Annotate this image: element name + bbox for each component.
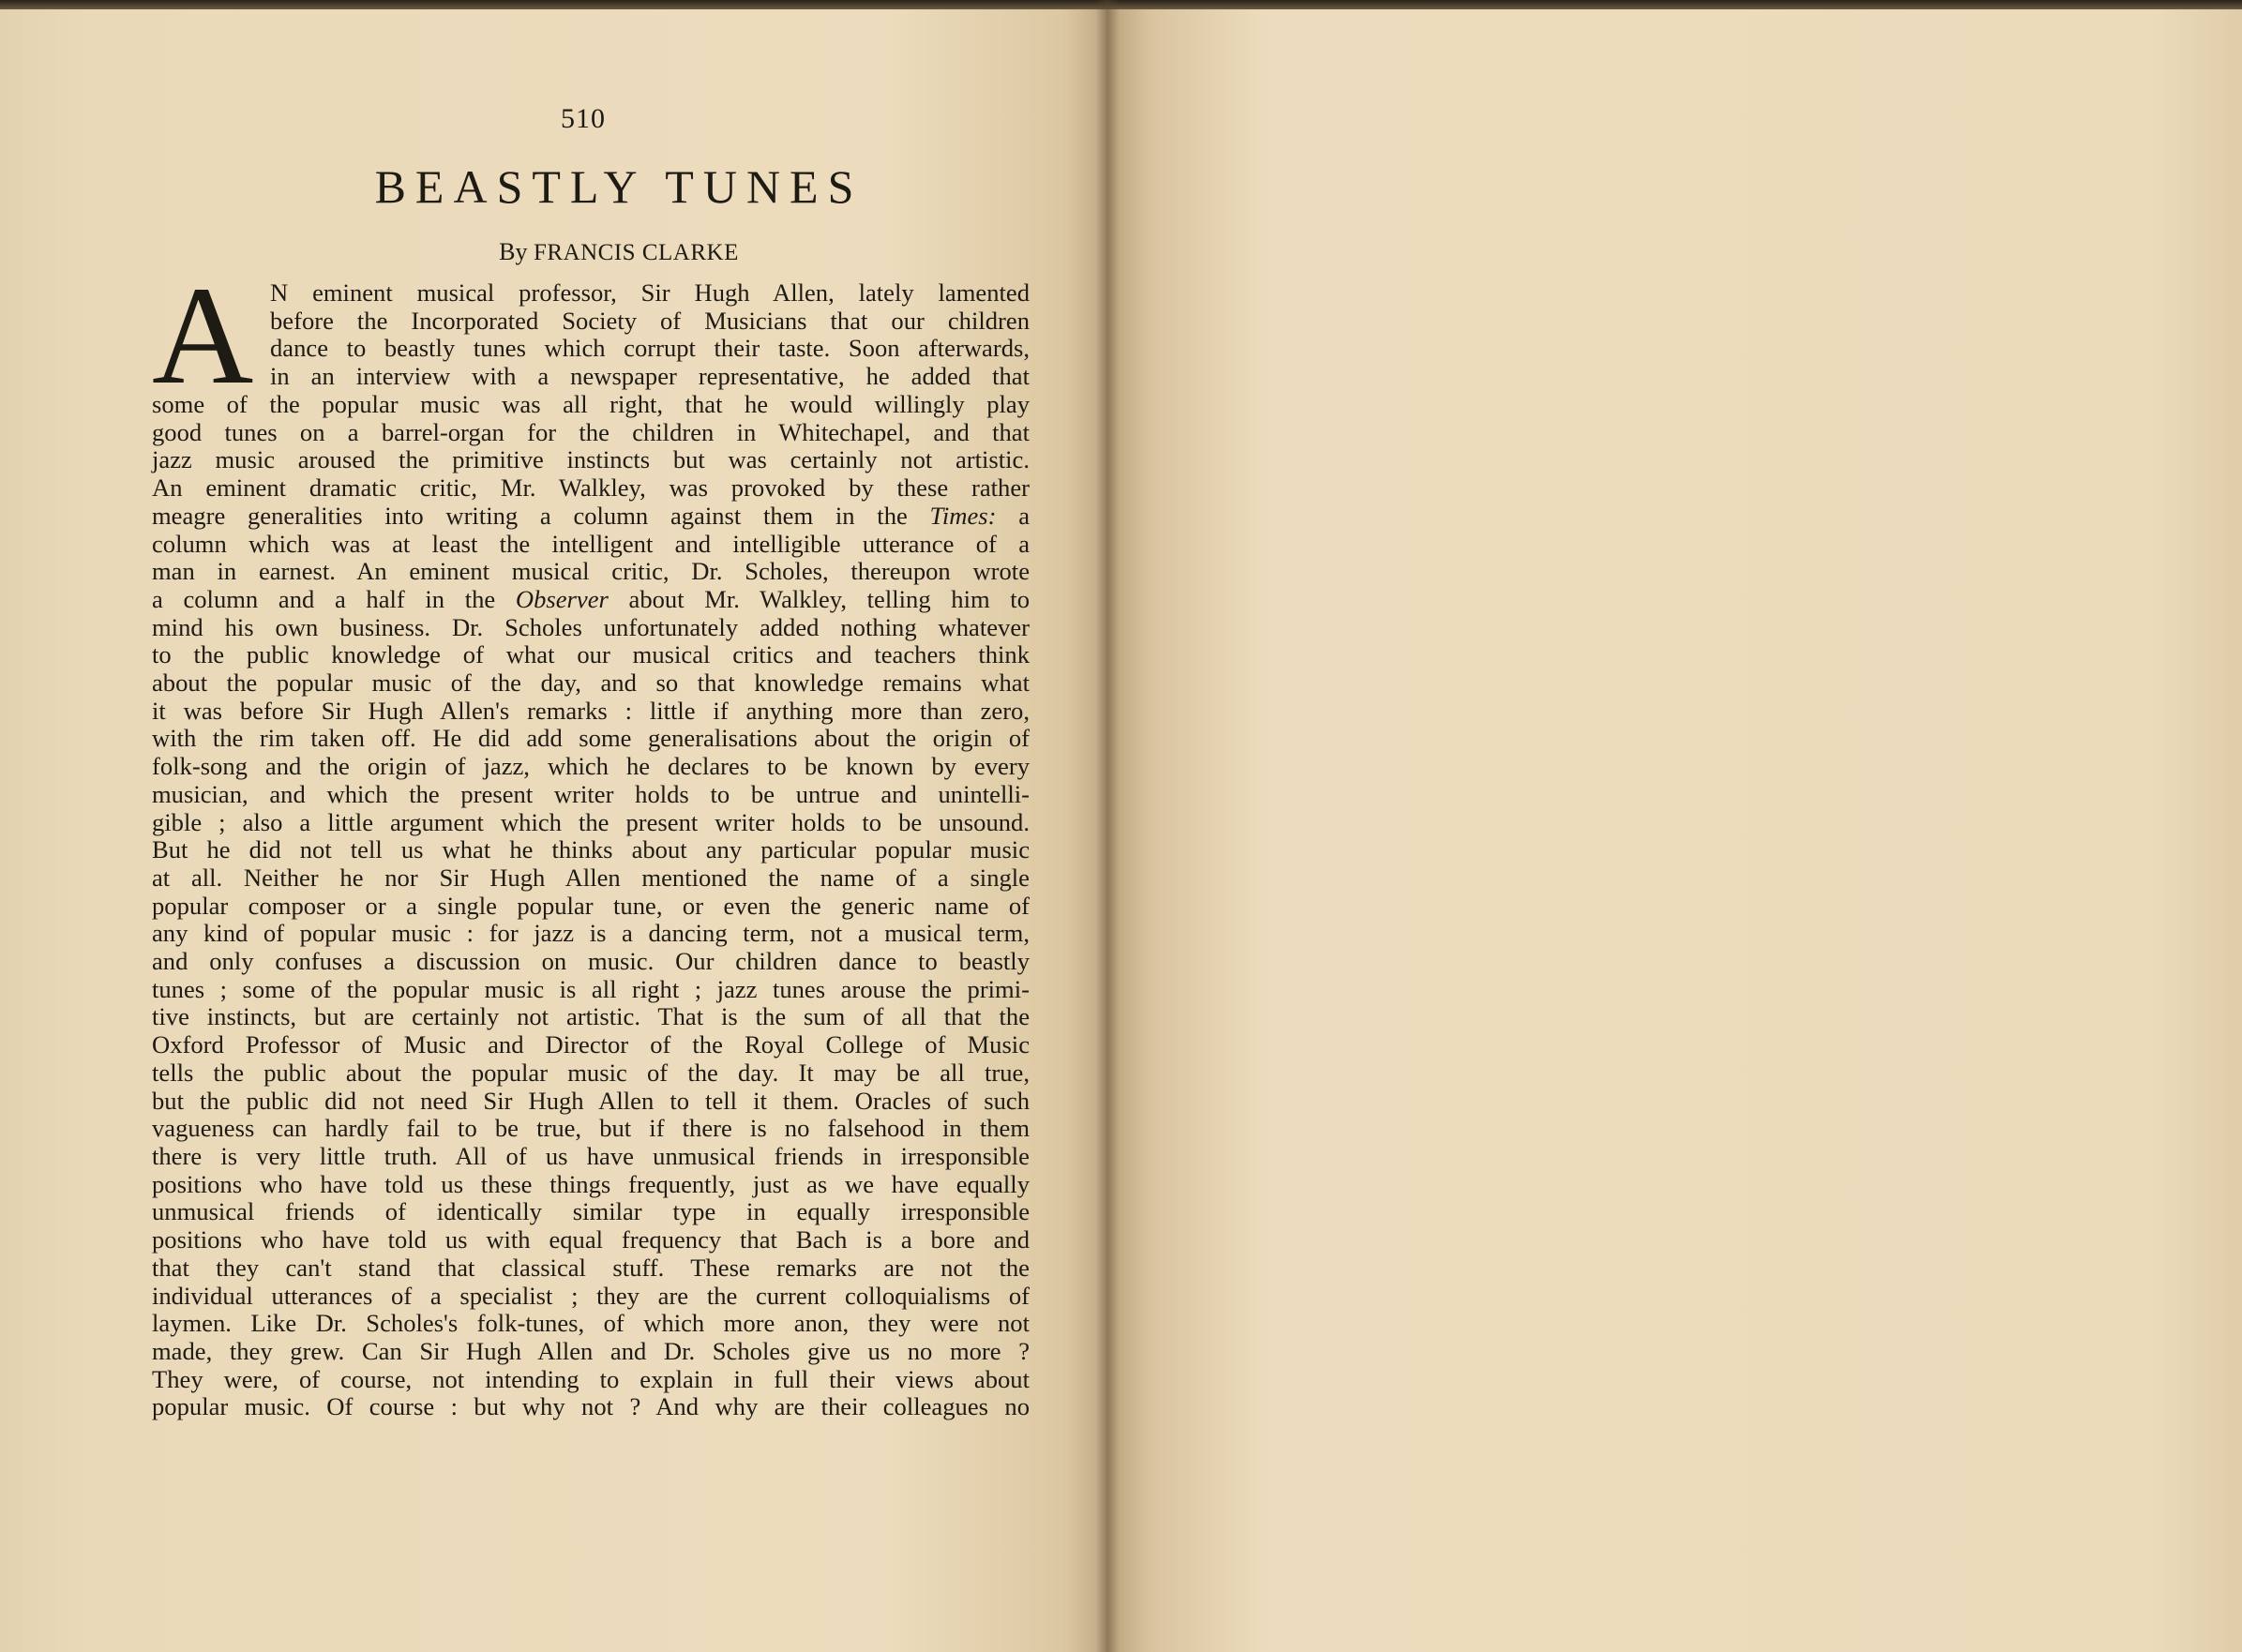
text-line: individual utterances of a specialist ; they are the current colloquialisms of [152,1281,1030,1310]
text-line: But he did not tell us what he thinks about any particular popular music [152,835,1030,864]
text-line: to the public knowledge of what our musical critics and teachers think [152,640,1030,669]
text-line: laymen. Like Dr. Scholes's folk-tunes, of which more anon, they were not [152,1309,1030,1338]
text-line: it was before Sir Hugh Allen's remarks : little if anything more than zero, [152,696,1030,725]
book-gutter [1095,0,1120,1652]
byline-author: FRANCIS CLARKE [534,240,739,265]
text-line: dance to beastly tunes which corrupt their taste. Soon afterwards, [270,334,1030,363]
drop-cap: A [152,258,254,413]
text-line: Oxford Professor of Music and Director of the Royal College of Music [152,1030,1030,1059]
byline-by: By [499,238,528,265]
article-title: BEASTLY TUNES [374,160,864,213]
text-line: N eminent musical professor, Sir Hugh Allen, lately lamented [270,278,1030,307]
text-line: musician, and which the present writer holds to be untrue and unintelli- [152,779,1030,808]
page-number-left: 510 [561,103,606,134]
text-line: before the Incorporated Society of Musicians that our children [270,306,1030,335]
text-line: An eminent dramatic critic, Mr. Walkley, was provoked by these rather [152,473,1030,503]
byline [150,238,1088,266]
text-line: about the popular music of the day, and so that knowledge remains what [152,668,1030,698]
text-line: and only confuses a discussion on music. Our children dance to beastly [152,947,1030,976]
text-line: good tunes on a barrel-organ for the children in Whitechapel, and that [152,417,1030,446]
text-line: some of the popular music was all right, that he would willingly play [152,390,1030,418]
text-line: popular music. Of course : but why not ? And why are their colleagues no [152,1392,1030,1421]
text-line: vagueness can hardly fail to be true, but if there is no falsehood in them [152,1114,1030,1143]
text-line: any kind of popular music : for jazz is a dancing term, not a musical term, [152,919,1030,948]
text-line: positions who have told us with equal frequency that Bach is a bore and [152,1225,1030,1254]
text-line: column which was at least the intelligent and intelligible utterance of a [152,529,1030,558]
text-line: jazz music aroused the primitive instincts but was certainly not artistic. [152,445,1030,474]
text-line: there is very little truth. All of us have unmusical friends in irresponsible [152,1141,1030,1170]
left-page [0,9,1106,1652]
text-line: man in earnest. An eminent musical critic, Dr. Scholes, thereupon wrote [152,557,1030,586]
text-line: positions who have told us these things frequently, just as we have equally [152,1169,1030,1198]
text-line: but the public did not need Sir Hugh Allen to tell it them. Oracles of such [152,1086,1030,1115]
text-line: popular composer or a single popular tune, or even the generic name of [152,891,1030,920]
text-line: unmusical friends of identically similar type in equally irresponsible [152,1197,1030,1226]
text-line: meagre generalities into writing a column against them in the Times: a [152,501,1030,530]
right-page [1106,9,2242,1652]
text-line: a column and a half in the Observer about Mr. Walkley, telling him to [152,584,1030,613]
text-line: tive instincts, but are certainly not artistic. That is the sum of all that the [152,1002,1030,1031]
text-line: made, they grew. Can Sir Hugh Allen and Dr. Scholes give us no more ? [152,1336,1030,1365]
text-line: folk-song and the origin of jazz, which he declares to be known by every [152,752,1030,781]
text-line: in an interview with a newspaper representative, he added that [270,362,1030,391]
text-line: with the rim taken off. He did add some generalisations about the origin of [152,724,1030,753]
opening-paragraph-lines [270,279,1030,391]
text-line: gible ; also a little argument which the present writer holds to be unsound. [152,807,1030,836]
scan-edge [0,0,2242,9]
text-line: at all. Neither he nor Sir Hugh Allen mentioned the name of a single [152,863,1030,892]
left-body-text [152,391,1030,1421]
text-line: They were, of course, not intending to explain in full their views about [152,1364,1030,1393]
text-line: tunes ; some of the popular music is all right ; jazz tunes arouse the primi- [152,974,1030,1003]
text-line: that they can't stand that classical stuff. These remarks are not the [152,1253,1030,1282]
text-line: tells the public about the popular music of the day. It may be all true, [152,1058,1030,1087]
text-line: mind his own business. Dr. Scholes unfortunately added nothing whatever [152,612,1030,641]
